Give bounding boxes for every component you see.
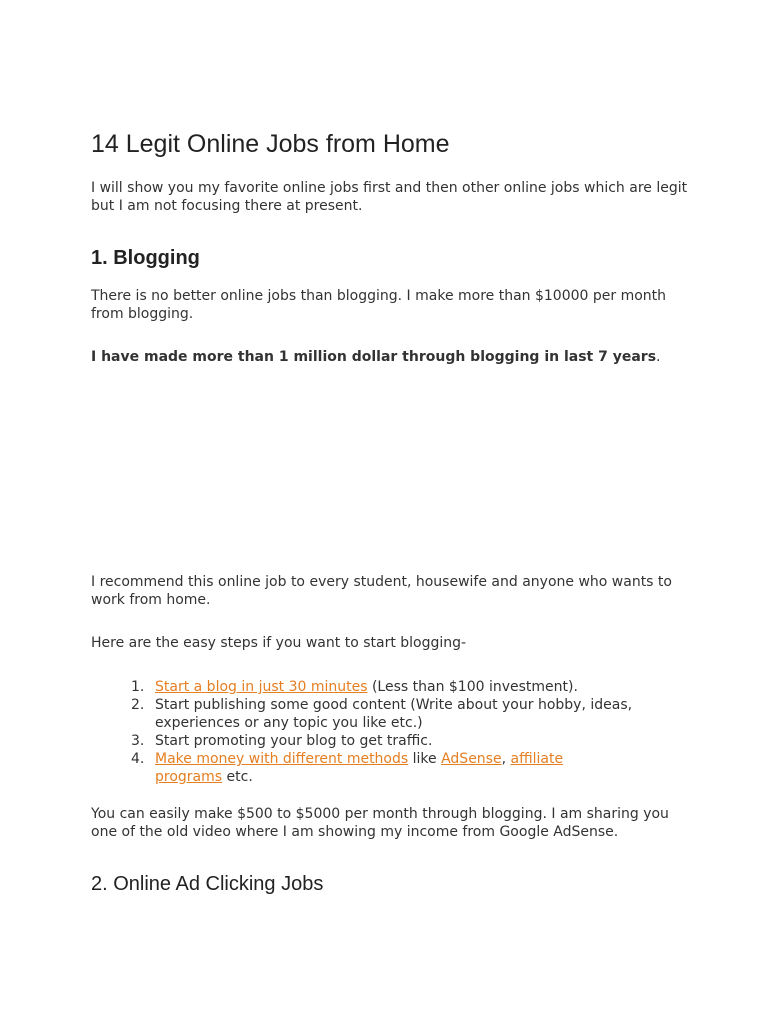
adsense-link[interactable]: AdSense: [441, 751, 502, 767]
start-blog-link[interactable]: Start a blog in just 30 minutes: [155, 679, 368, 695]
list-item-text: (Less than $100 investment).: [367, 679, 578, 695]
list-item-text: Start publishing some good content (Write about your hobby, ideas, experiences or any topic you like etc.): [155, 697, 633, 731]
steps-list: [91, 678, 691, 786]
list-item: [91, 750, 691, 786]
list-item-number: 2.: [131, 697, 145, 713]
list-item: [91, 732, 691, 750]
section-heading-ad-clicking: 2. Online Ad Clicking Jobs: [91, 873, 324, 895]
list-item: [91, 696, 691, 732]
blogging-highlight: [91, 348, 691, 366]
blogging-paragraph: There is no better online jobs than blogging. I make more than $10000 per month from blogging.: [91, 288, 667, 322]
list-item-text: like: [408, 751, 442, 767]
blogging-highlight-text: I have made more than 1 million dollar through blogging in last 7 years: [91, 349, 657, 365]
list-item-number: 1.: [131, 679, 145, 695]
intro-paragraph: I will show you my favorite online jobs first and then other online jobs which are legit but I am not focusing there at present.: [91, 180, 688, 214]
list-item-text: ,: [501, 751, 511, 767]
list-item-number: 4.: [131, 751, 145, 767]
affiliate-link-line2[interactable]: programs: [155, 769, 223, 785]
list-item: [91, 678, 691, 696]
list-item-text: Start promoting your blog to get traffic.: [155, 733, 433, 749]
list-item-text: etc.: [222, 769, 253, 785]
make-money-link[interactable]: Make money with different methods: [155, 751, 409, 767]
page-title: 14 Legit Online Jobs from Home: [91, 130, 450, 158]
embedded-media-area: [91, 378, 691, 558]
income-paragraph: You can easily make $500 to $5000 per month through blogging. I am sharing you one of the old video where I am showing my income from Google AdSense.: [91, 806, 669, 840]
blogging-highlight-period: .: [656, 349, 661, 365]
list-item-number: 3.: [131, 733, 145, 749]
affiliate-link-line1[interactable]: affiliate: [510, 751, 564, 767]
recommend-paragraph: I recommend this online job to every student, housewife and anyone who wants to work from home.: [91, 574, 672, 608]
section-heading-blogging: 1. Blogging: [91, 247, 200, 269]
steps-intro: Here are the easy steps if you want to start blogging-: [91, 635, 467, 651]
